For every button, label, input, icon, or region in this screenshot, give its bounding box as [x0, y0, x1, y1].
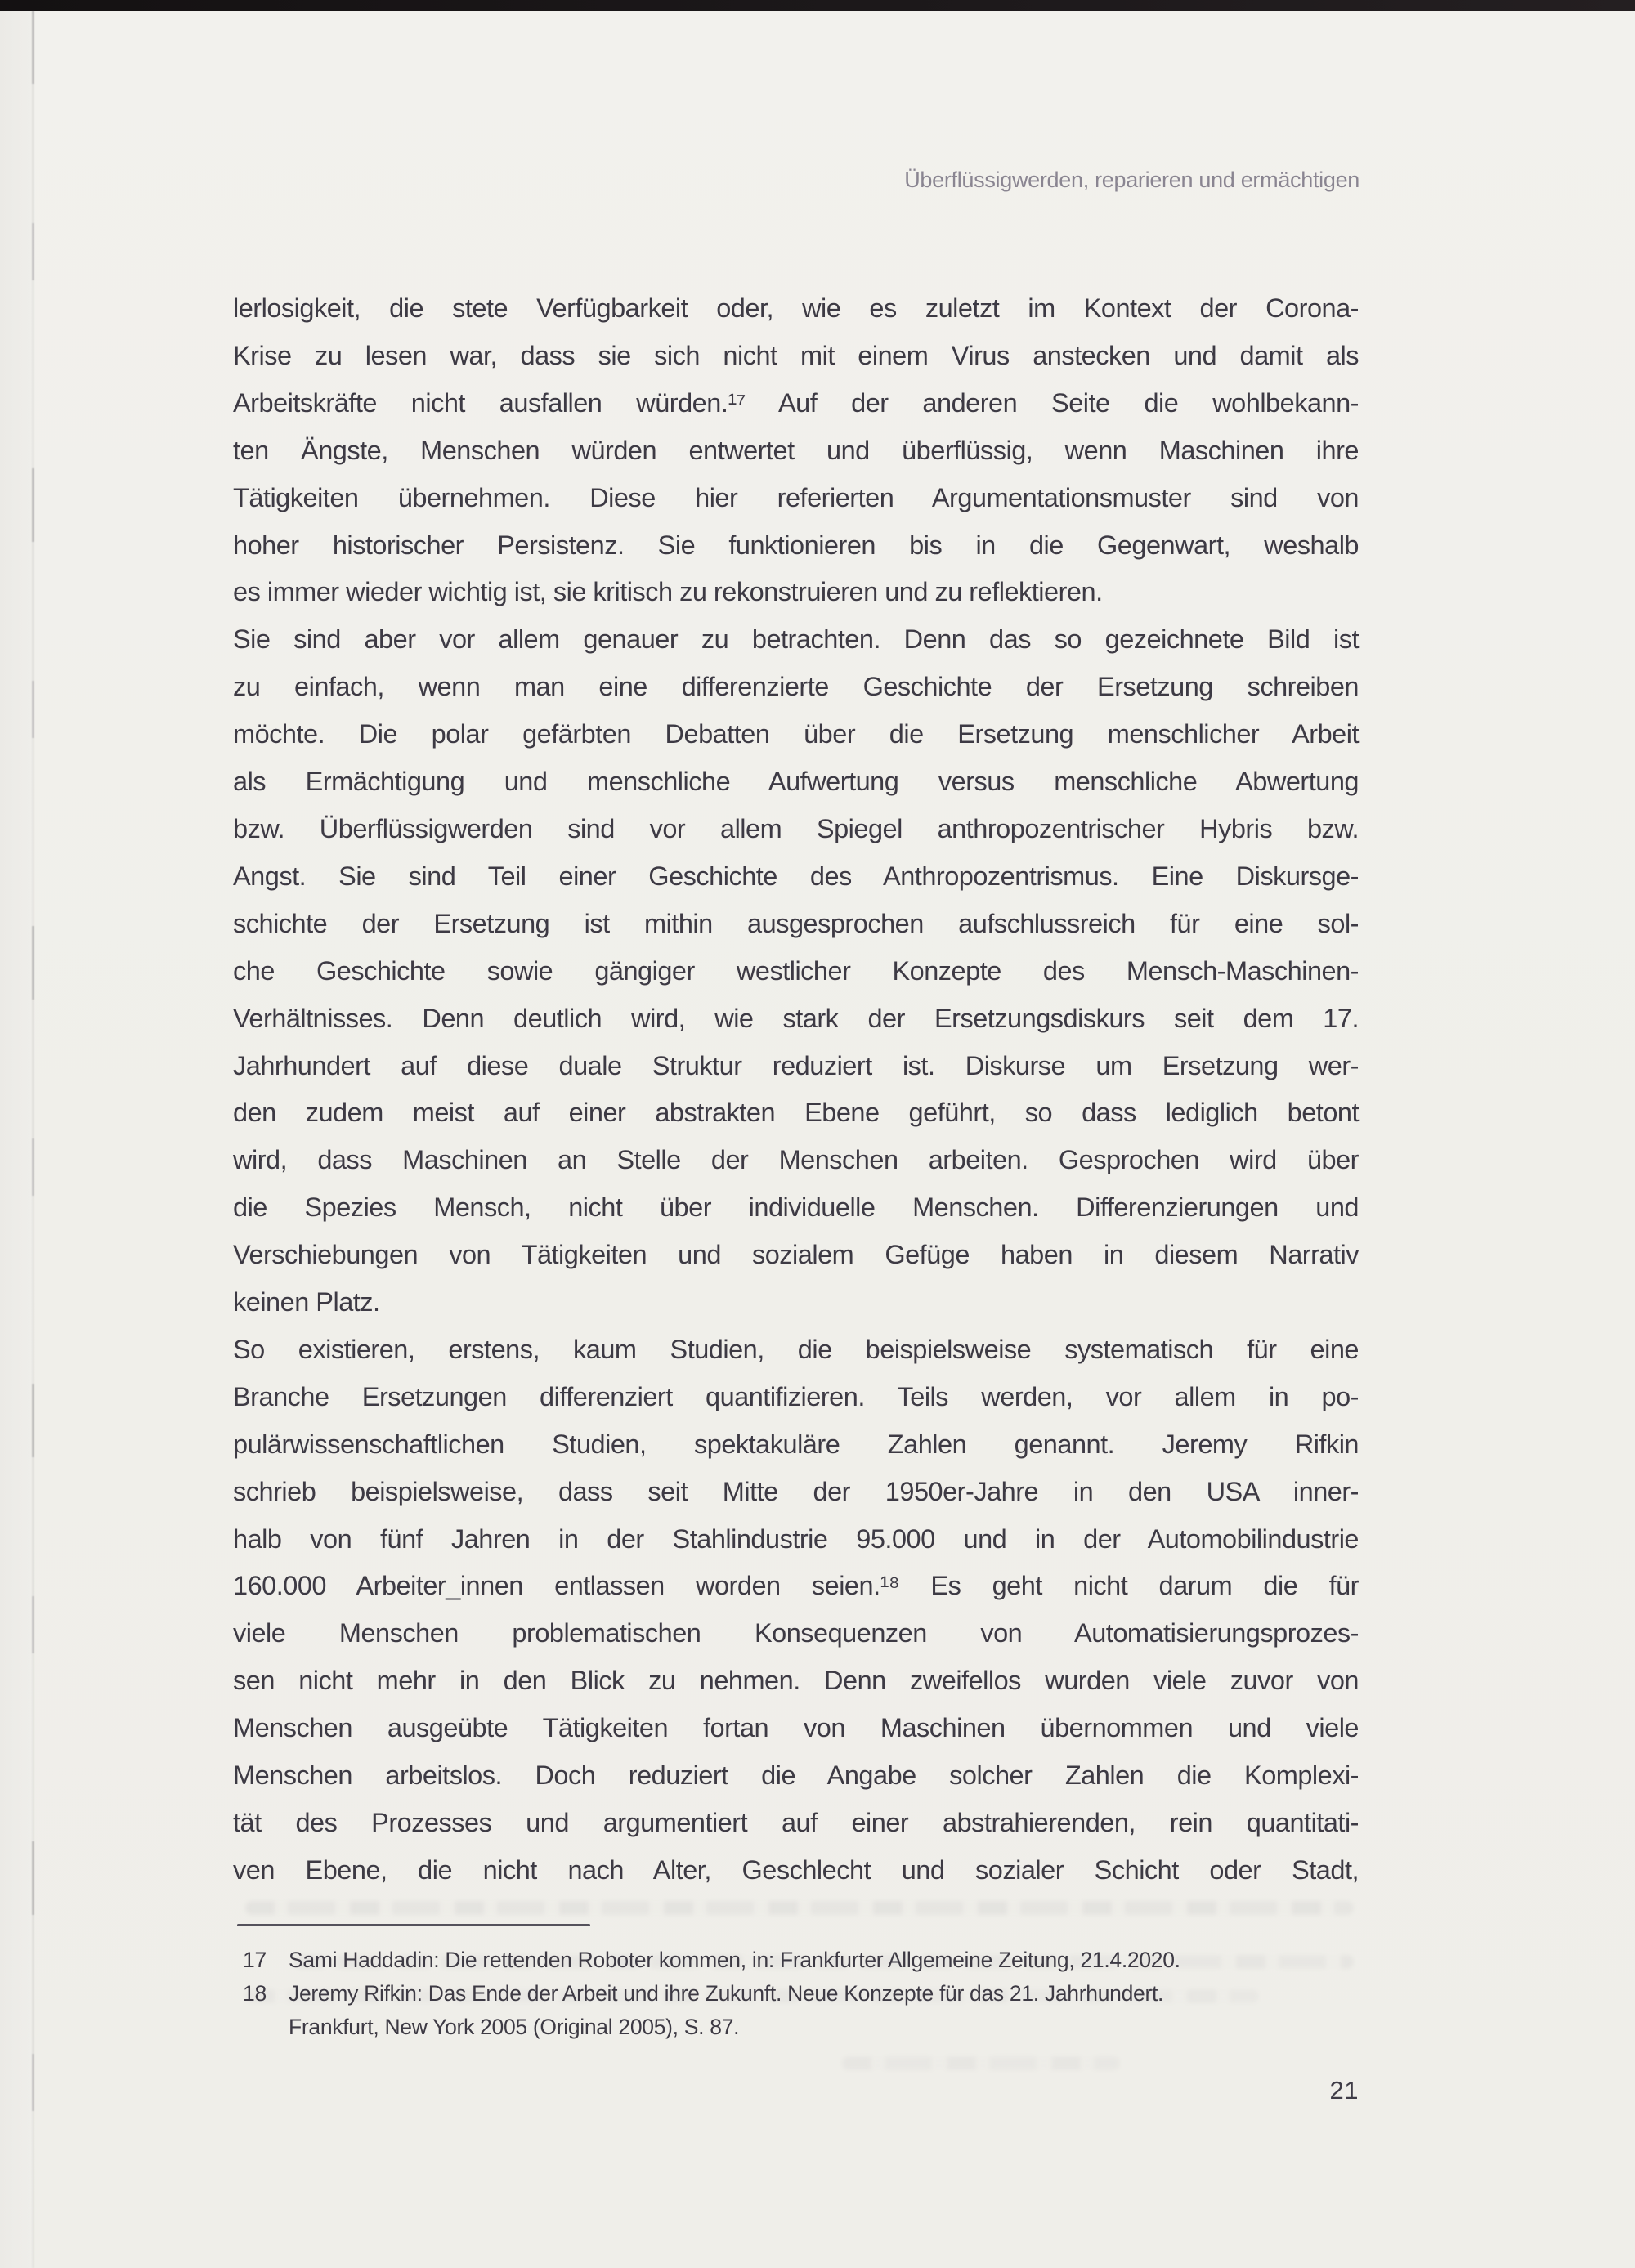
text-line: möchte. Die polar gefärbten Debatten über die Ersetzung menschlicher Arbeit: [233, 719, 1359, 749]
text-line: keinen Platz.: [233, 1287, 380, 1317]
body-paragraph: [233, 616, 1359, 1326]
text-line: Sie sind aber vor allem genauer zu betrachten. Denn das so gezeichnete Bild ist: [233, 624, 1359, 655]
text-line: ten Ängste, Menschen würden entwertet und überflüssig, wenn Maschinen ihre: [233, 435, 1359, 465]
text-line: schichte der Ersetzung ist mithin ausgesprochen aufschlussreich für eine sol-: [233, 908, 1359, 938]
text-line: che Geschichte sowie gängiger westlicher Konzepte des Mensch-Maschinen-: [233, 955, 1359, 986]
text-line: Tätigkeiten übernehmen. Diese hier referierten Argumentationsmuster sind von: [233, 482, 1359, 512]
text-line: 160.000 Arbeiter_innen entlassen worden seien.¹⁸ Es geht nicht darum die für: [233, 1571, 1359, 1601]
text-line: tät des Prozesses und argumentiert auf einer abstrahierenden, rein quantitati-: [233, 1808, 1359, 1837]
page-gutter-crease: [32, 11, 34, 2268]
text-line: als Ermächtigung und menschliche Aufwertung versus menschliche Abwertung: [233, 767, 1359, 797]
text-line: die Spezies Mensch, nicht über individuelle Menschen. Differenzierungen und: [233, 1192, 1359, 1223]
text-line: Krise zu lesen war, dass sie sich nicht mit einem Virus anstecken und damit als: [233, 340, 1359, 370]
text-line: pulärwissenschaftlichen Studien, spektakuläre Zahlen genannt. Jeremy Rifkin: [233, 1429, 1359, 1459]
text-line: viele Menschen problematischen Konsequenzen von Automatisierungsprozes-: [233, 1618, 1359, 1648]
text-line: Menschen arbeitslos. Doch reduziert die Angabe solcher Zahlen die Komplexi-: [233, 1760, 1359, 1791]
footnote: [243, 1944, 1371, 1977]
bleed-through-artifact: [842, 2056, 1120, 2070]
body-paragraph: [233, 285, 1359, 616]
text-line: Frankfurt, New York 2005 (Original 2005), S. 87.: [289, 2015, 740, 2039]
page-number: 21: [1329, 2076, 1359, 2105]
text-line: Arbeitskräfte nicht ausfallen würden.¹⁷ Auf der anderen Seite die wohlbekann-: [233, 387, 1359, 418]
text-line: Jeremy Rifkin: Das Ende der Arbeit und ihre Zukunft. Neue Konzepte für das 21. Jahrhundert.: [289, 1981, 1164, 2006]
footnote-number: 18: [243, 1981, 267, 2006]
text-line: zu einfach, wenn man eine differenzierte Geschichte der Ersetzung schreiben: [233, 672, 1359, 702]
scan-edge-top: [0, 0, 1635, 11]
text-line: hoher historischer Persistenz. Sie funktionieren bis in die Gegenwart, weshalb: [233, 530, 1359, 560]
text-line: bzw. Überflüssigwerden sind vor allem Spiegel anthropozentrischer Hybris bzw.: [233, 813, 1359, 843]
text-line: Sami Haddadin: Die rettenden Roboter kommen, in: Frankfurter Allgemeine Zeitung, 21.4.2020.: [289, 1948, 1180, 1972]
text-line: Verhältnisses. Denn deutlich wird, wie stark der Ersetzungsdiskurs seit dem 17.: [233, 1003, 1359, 1033]
body-paragraph: [233, 1326, 1359, 1894]
footnote: [243, 1977, 1371, 2044]
text-line: den zudem meist auf einer abstrakten Ebene geführt, so dass lediglich betont: [233, 1098, 1359, 1128]
text-line: es immer wieder wichtig ist, sie kritisch zu rekonstruieren und zu reflektieren.: [233, 577, 1103, 607]
text-line: sen nicht mehr in den Blick zu nehmen. Denn zweifellos wurden viele zuvor von: [233, 1666, 1359, 1696]
text-line: Branche Ersetzungen differenziert quantifizieren. Teils werden, vor allem in po-: [233, 1381, 1359, 1411]
footnote-text: [289, 1944, 1371, 1977]
body-text-block: [233, 285, 1359, 1894]
text-line: Verschiebungen von Tätigkeiten und sozialem Gefüge haben in diesem Narrativ: [233, 1240, 1359, 1270]
page-left-margin-strip: [0, 11, 33, 2268]
text-line: Angst. Sie sind Teil einer Geschichte des Anthropozentrismus. Eine Diskursge-: [233, 861, 1359, 891]
bleed-through-artifact: [245, 1901, 1354, 1915]
text-line: wird, dass Maschinen an Stelle der Menschen arbeiten. Gesprochen wird über: [233, 1145, 1359, 1175]
text-line: lerlosigkeit, die stete Verfügbarkeit oder, wie es zuletzt im Kontext der Corona-: [233, 293, 1359, 323]
footnote-text: [289, 1977, 1371, 2044]
text-line: Menschen ausgeübte Tätigkeiten fortan von Maschinen übernommen und viele: [233, 1713, 1359, 1743]
running-header: Überflüssigwerden, reparieren und ermächtigen: [904, 168, 1360, 192]
footnotes-block: [243, 1944, 1371, 2044]
text-line: ven Ebene, die nicht nach Alter, Geschlecht und sozialer Schicht oder Stadt,: [233, 1854, 1359, 1885]
text-line: So existieren, erstens, kaum Studien, die beispielsweise systematisch für eine: [233, 1334, 1359, 1364]
text-line: Jahrhundert auf diese duale Struktur reduziert ist. Diskurse um Ersetzung wer-: [233, 1050, 1359, 1080]
footnote-number: 17: [243, 1948, 267, 1972]
text-line: schrieb beispielsweise, dass seit Mitte der 1950er-Jahre in den USA inner-: [233, 1476, 1359, 1506]
text-line: halb von fünf Jahren in der Stahlindustrie 95.000 und in der Automobilindustrie: [233, 1523, 1359, 1554]
footnote-separator-rule: [237, 1924, 590, 1926]
